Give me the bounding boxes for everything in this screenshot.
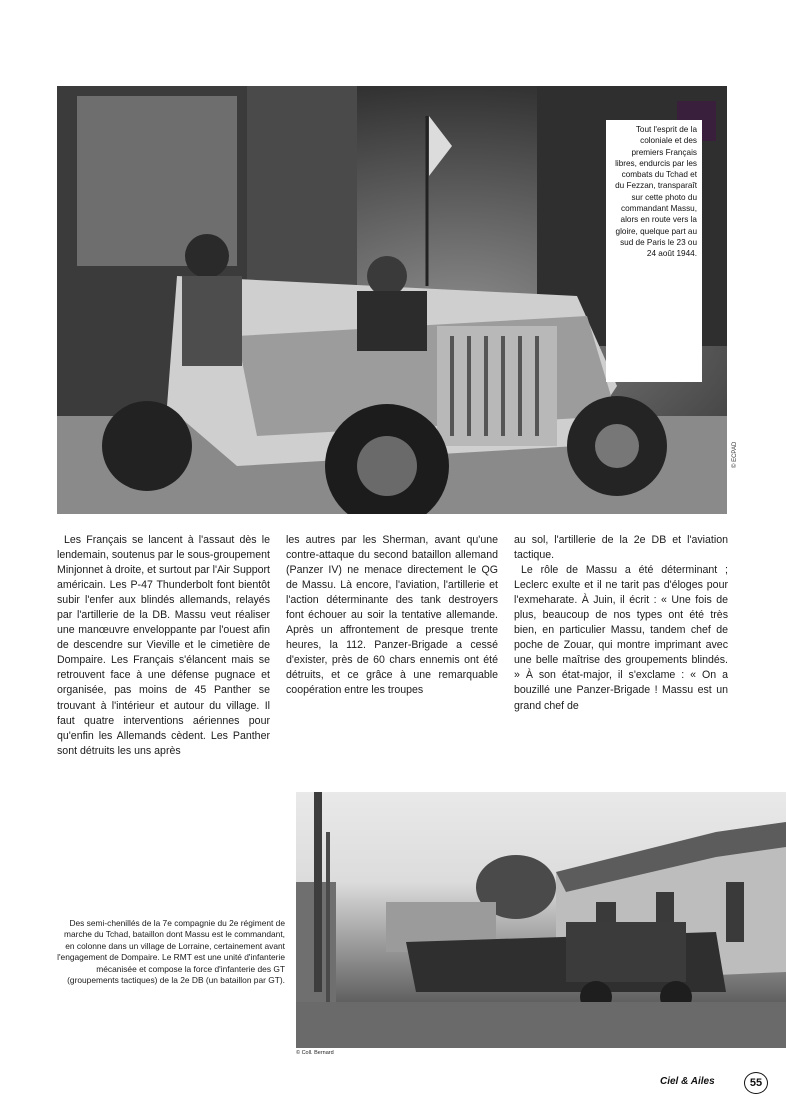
article-column-2 [286, 533, 498, 699]
column-1-text: Les Français se lancent à l'assaut dès le lendemain, soutenus par le sous-groupement Minjonnet à droite, et surtout par l'Air Support américain. Les P-47 Thunderbolt font bientôt subir l'enfer aux blindés allemands, relayés par l'artillerie de la DB. Massu veut réaliser une manœuvre enveloppante par l'ouest afin de descendre sur Vieville et le cimetière de Dompaire. Les Français s'élancent mais se retrouvent face à une défense pugnace et organisée, pas moins de 45 Panther se trouvant à l'intérieur et autour du village. Il faut quatre interventions aériennes pour qu'enfin les Allemands cèdent. Les Panther sont détruits les uns après [57, 534, 270, 757]
magazine-name: Ciel & Ailes [660, 1076, 715, 1087]
bottom-photo-caption: Des semi-chenillés de la 7e compagnie du 2e régiment de marche du Tchad, bataillon dont Massu est le commandant, en colonne dans un village de Lorraine, certainement avant l'engagement de Dompaire. Le RMT est une unité d'infanterie mécanisée et compose la force d'infanterie des GT (groupements tactiques) de la 2e DB (un bataillon par GT). [57, 918, 285, 986]
article-column-3 [514, 533, 728, 714]
column-3-paragraph-2: Le rôle de Massu a été déterminant ; Leclerc exulte et il ne tarit pas d'éloges pour l'exmeharate. À Juin, il écrit : « Une fois de plus, beaucoup de nos types ont été très bien, en particulier Massu, tandem chef de poche de Zouar, qui montre imprimant avec une belle maîtrise des groupements blindés. » À son état-major, il s'exclame : « On a bouzillé une Panzer-Brigade ! Massu est un grand chef de [514, 564, 728, 712]
bottom-photo [296, 792, 786, 1048]
top-photo-caption: Tout l'esprit de la coloniale et des premiers Français libres, endurcis par les combats du Tchad et du Fezzan, transparaît sur cette photo du commandant Massu, alors en route vers la gloire, quelque part au sud de Paris le 23 ou 24 août 1944. [606, 120, 702, 382]
column-3-paragraph-1: au sol, l'artillerie de la 2e DB et l'aviation tactique. [514, 534, 728, 562]
convoy-photo-illustration [296, 792, 786, 1048]
page-number: 55 [744, 1072, 768, 1094]
bottom-photo-credit: © Coll. Bernard [296, 1050, 334, 1056]
column-2-text: les autres par les Sherman, avant qu'une contre-attaque du second bataillon allemand (Panzer IV) ne menace directement le QG de Massu. Là encore, l'aviation, l'artillerie et l'action déterminante des tank destroyers font échouer au soir la tentative allemande. Après un affrontement de presque trente heures, la 112. Panzer-Brigade a cessé d'exister, près de 60 chars ennemis ont été détruits, et ce grâce à une remarquable coopération entre les troupes [286, 534, 498, 697]
article-column-1 [57, 533, 270, 759]
top-photo-credit: © ECPAD [732, 441, 738, 468]
